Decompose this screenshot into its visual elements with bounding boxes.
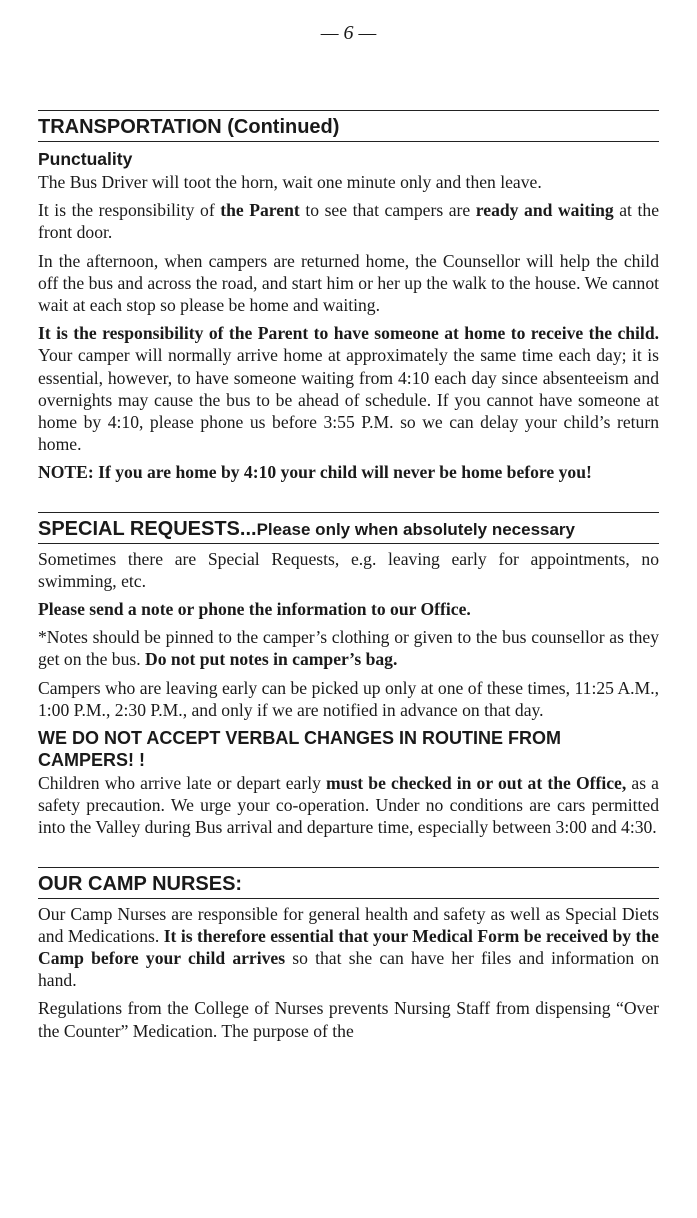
bold-span: Do not put notes in camper’s bag.	[145, 649, 398, 670]
text-span: so that she can have her files and information on hand.	[38, 948, 659, 991]
heading-main: SPECIAL REQUESTS...	[38, 517, 257, 540]
paragraph-leaving-early: Campers who are leaving early can be picked up only at one of these times, 11:25 A.M., 1:00 P.M., 2:30 P.M., and only if we are notified in advance on that day.	[38, 677, 659, 720]
bold-span: Please send a note or phone the information to our Office.	[38, 599, 471, 620]
paragraph-nurses-responsible	[38, 903, 659, 992]
text-span: It is the responsibility of	[38, 200, 221, 221]
bold-span: the Parent	[220, 200, 300, 221]
page-number: — 6 —	[320, 22, 377, 44]
transportation-heading: TRANSPORTATION (Continued)	[38, 111, 659, 142]
transportation-section	[38, 110, 659, 484]
heading-sub: Please only when absolutely necessary	[256, 519, 576, 539]
special-requests-section	[38, 512, 659, 839]
bold-span: It is therefore essential that your Medical Form be received by the Camp before your child arrives	[38, 925, 659, 969]
bold-span: It is the responsibility of the Parent to have someone at home to receive the child.	[38, 323, 659, 344]
special-requests-heading	[38, 513, 659, 544]
text-span: at the front door.	[38, 200, 660, 243]
text-span: to see that campers are	[299, 200, 476, 221]
paragraph-responsibility	[38, 199, 659, 243]
paragraph-send-note	[38, 598, 659, 620]
nurses-section	[38, 867, 659, 1042]
text-span: Our Camp Nurses are responsible for general health and safety as well as Special Diets and Medications.	[38, 903, 659, 946]
paragraph-late-arrival	[38, 772, 659, 839]
verbal-changes-warning: WE DO NOT ACCEPT VERBAL CHANGES IN ROUTINE FROM CAMPERS! !	[38, 728, 562, 771]
text-span: *Notes should be pinned to the camper’s clothing or given to the bus counsellor as they get on the bus.	[38, 627, 659, 670]
text-span: Your camper will normally arrive home at approximately the same time each day; it is essential, however, to have someone waiting from 4:10 each day since absenteeism and overnights may cause the bus to be ahead of schedule. If you cannot have someone at home by 4:10, please phone us before 3:55 P.M. so we can delay your child’s return home.	[38, 345, 659, 455]
spacer	[38, 490, 659, 512]
paragraph-special-requests: Sometimes there are Special Requests, e.g. leaving early for appointments, no swimming, etc.	[38, 548, 659, 591]
spacer	[38, 845, 659, 867]
text-span: Children who arrive late or depart early	[38, 773, 327, 794]
bold-span: must be checked in or out at the Office,	[326, 773, 627, 794]
paragraph-receive-child	[38, 322, 659, 455]
note-text: NOTE: If you are home by 4:10 your child will never be home before you!	[38, 462, 592, 483]
nurses-heading: OUR CAMP NURSES:	[38, 868, 659, 899]
paragraph-afternoon: In the afternoon, when campers are returned home, the Counsellor will help the child off the bus and across the road, and start him or her up the walk to the house. We cannot wait at each stop so please be home and waiting.	[38, 250, 659, 316]
text-span: as a safety precaution. We urge your co-operation. Under no conditions are cars permitted into the Valley during Bus arrival and departure time, especially between 3:00 and 4:30.	[38, 773, 659, 838]
paragraph-notes-pinned	[38, 626, 659, 670]
paragraph-note	[38, 461, 659, 483]
paragraph-horn: The Bus Driver will toot the horn, wait one minute only and then leave.	[38, 172, 542, 192]
bold-span: ready and waiting	[475, 200, 614, 221]
punctuality-subheading: Punctuality	[38, 149, 133, 169]
paragraph-regulations: Regulations from the College of Nurses prevents Nursing Staff from dispensing “Over the Counter” Medication. The purpose of the	[38, 998, 659, 1041]
